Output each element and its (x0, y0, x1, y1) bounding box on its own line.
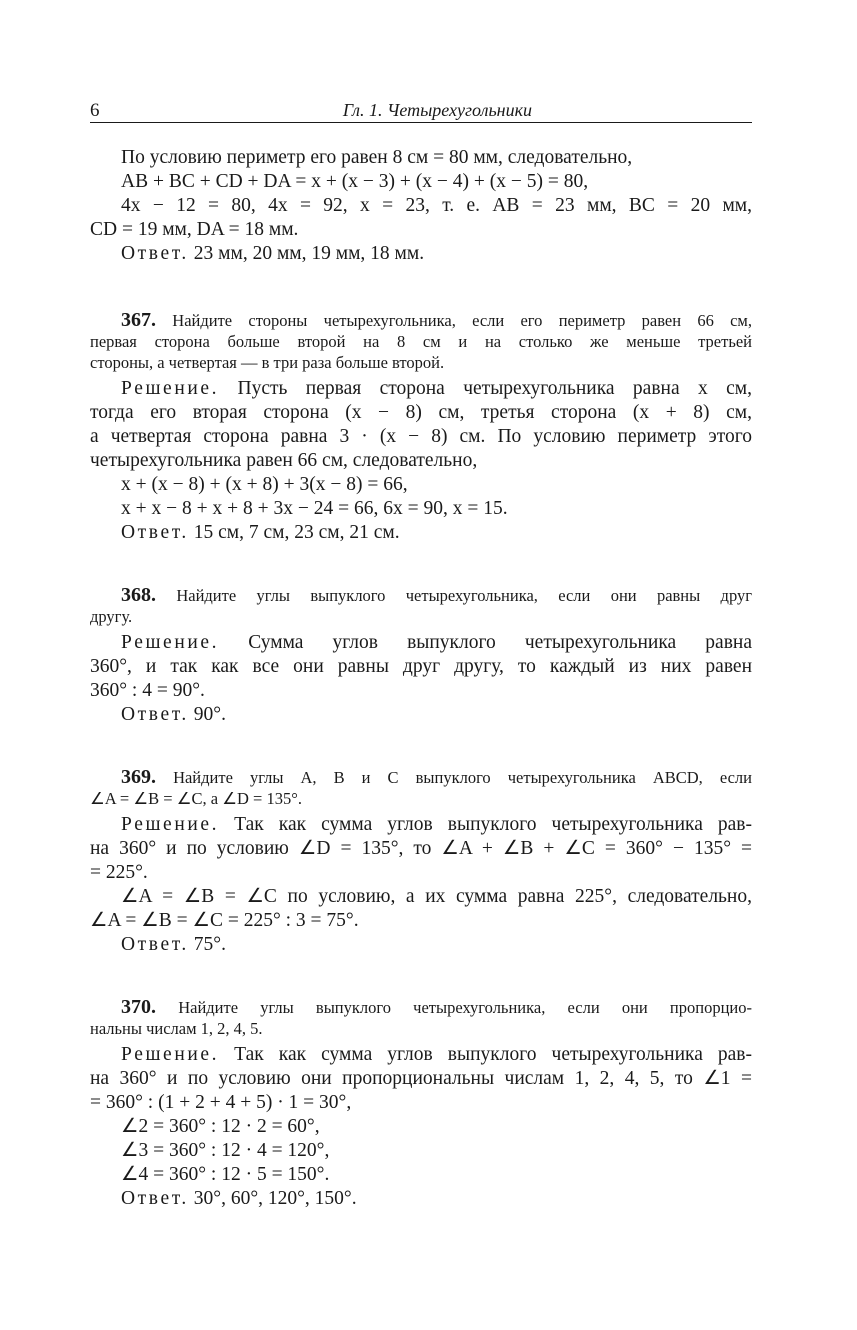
equation-line: AB + BC + CD + DA = x + (x − 3) + (x − 4) + (x − 5) = 80, (121, 171, 589, 192)
solution-text: Так как сумма углов выпуклого четырехугольника рав- (219, 1044, 752, 1065)
equation-line: ∠3 = 360° : 12 · 4 = 120°, (121, 1140, 330, 1161)
solution-line: = 360° : (1 + 2 + 4 + 5) · 1 = 30°, (90, 1092, 352, 1113)
text-line: По условию периметр его равен 8 см = 80 мм, следовательно, (121, 147, 633, 168)
problem-368 (90, 585, 752, 727)
answer-label: Ответ. (121, 1188, 189, 1209)
intro-block (90, 146, 752, 266)
answer-label: Ответ. (121, 704, 189, 725)
equation-line: 4x − 12 = 80, 4x = 92, x = 23, т. е. AB = 23 мм, BC = 20 мм, (121, 195, 752, 216)
answer-line (90, 933, 752, 957)
solution-line (90, 377, 752, 401)
answer-label: Ответ. (121, 934, 189, 955)
solution-text: Сумма углов выпуклого четырехугольника равна (219, 632, 752, 653)
answer-text: 75°. (188, 934, 226, 955)
solution-line (90, 813, 752, 837)
equation-line: x + x − 8 + x + 8 + 3x − 24 = 66, 6x = 90, x = 15. (121, 498, 508, 519)
page-number: 6 (90, 100, 100, 121)
solution-line: тогда его вторая сторона (x − 8) см, третья сторона (x + 8) см, (90, 402, 752, 423)
text-line: CD = 19 мм, DA = 18 мм. (90, 219, 299, 240)
solution-line: четырехугольника равен 66 см, следовательно, (90, 450, 478, 471)
answer-line (90, 703, 752, 727)
answer-text: 15 см, 7 см, 23 см, 21 см. (188, 522, 400, 543)
equation-line: ∠4 = 360° : 12 · 5 = 150°. (121, 1164, 330, 1185)
problem-statement-line (90, 585, 752, 606)
answer-text: 23 мм, 20 мм, 19 мм, 18 мм. (188, 243, 425, 264)
solution-line: ∠A = ∠B = ∠C по условию, а их сумма равна 225°, следовательно, (121, 886, 752, 907)
problem-statement-line (90, 997, 752, 1018)
solution-text: Так как сумма углов выпуклого четырехугольника рав- (219, 814, 752, 835)
problem-statement-line (90, 767, 752, 788)
solution-line: на 360° и по условию они пропорциональны числам 1, 2, 4, 5, то ∠1 = (90, 1068, 752, 1089)
solution-label: Решение. (121, 378, 220, 399)
answer-label: Ответ. (121, 522, 189, 543)
answer-label: Ответ. (121, 243, 189, 264)
problem-370 (90, 997, 752, 1211)
solution-line: а четвертая сторона равна 3 · (x − 8) см. По условию периметр этого (90, 426, 752, 447)
statement-text: Найдите углы выпуклого четырехугольника, если они пропорцио- (178, 998, 752, 1017)
solution-line: = 225°. (90, 862, 148, 883)
solution-line: 360° : 4 = 90°. (90, 680, 205, 701)
problem-369 (90, 767, 752, 957)
solution-line: на 360° и по условию ∠D = 135°, то ∠A + ∠B + ∠C = 360° − 135° = (90, 838, 752, 859)
solution-label: Решение. (121, 1044, 220, 1065)
answer-line (90, 242, 752, 266)
statement-text: Найдите стороны четырехугольника, если его периметр равен 66 см, (172, 311, 752, 330)
solution-line (90, 1043, 752, 1067)
problem-367 (90, 310, 752, 545)
statement-text: Найдите углы A, B и C выпуклого четырехугольника ABCD, если (173, 768, 752, 787)
answer-line (90, 521, 752, 545)
solution-label: Решение. (121, 632, 220, 653)
equation-line: x + (x − 8) + (x + 8) + 3(x − 8) = 66, (121, 474, 408, 495)
equation-line: ∠2 = 360° : 12 · 2 = 60°, (121, 1116, 320, 1137)
solution-line: 360°, и так как все они равны друг другу, то каждый из них равен (90, 656, 752, 677)
answer-text: 90°. (188, 704, 226, 725)
problem-number: 370. (121, 996, 156, 1018)
problem-statement-line (90, 310, 752, 331)
solution-label: Решение. (121, 814, 220, 835)
problem-number: 368. (121, 584, 156, 606)
solution-line: ∠A = ∠B = ∠C = 225° : 3 = 75°. (90, 910, 359, 931)
statement-text: Найдите углы выпуклого четырехугольника, если они равны друг (176, 586, 752, 605)
solution-line (90, 631, 752, 655)
answer-line (90, 1187, 752, 1211)
problem-statement-line: ∠A = ∠B = ∠C, а ∠D = 135°. (90, 789, 302, 808)
solution-text: Пусть первая сторона четырехугольника равна x см, (219, 378, 752, 399)
problem-statement-line: другу. (90, 607, 133, 626)
problem-number: 367. (121, 309, 156, 331)
problem-statement-line: нальны числам 1, 2, 4, 5. (90, 1019, 263, 1038)
answer-text: 30°, 60°, 120°, 150°. (188, 1188, 357, 1209)
running-title: Гл. 1. Четырехугольники (342, 100, 532, 120)
problem-number: 369. (121, 766, 156, 788)
problem-statement-line: стороны, а четвертая — в три раза больше второй. (90, 353, 445, 372)
page-header (90, 100, 752, 123)
problem-statement-line: первая сторона больше второй на 8 см и на столько же меньше третьей (90, 332, 752, 351)
